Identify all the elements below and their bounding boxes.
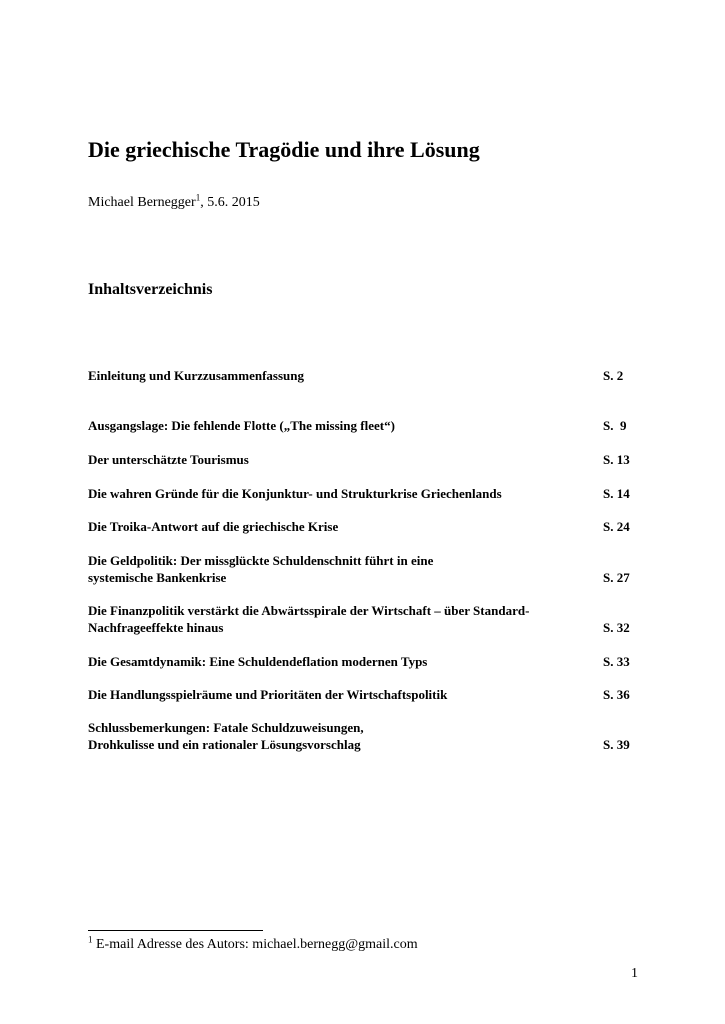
toc-entry (88, 602, 636, 636)
toc-entry (88, 518, 636, 535)
footnote-marker: 1 (88, 934, 93, 945)
toc-entry-line: systemische Bankenkrise (88, 570, 227, 585)
toc-entry (88, 552, 636, 586)
toc-entry-page: S. 27 (603, 570, 630, 585)
toc-entry-line: Der unterschätzte Tourismus (88, 452, 249, 467)
toc-entry-line: Nachfrageeffekte hinaus (88, 620, 224, 635)
footnote (88, 934, 418, 953)
toc-entry-page: S. 36 (603, 687, 630, 702)
toc-entry-line: Einleitung und Kurzzusammenfassung (88, 368, 304, 383)
toc-heading: Inhaltsverzeichnis (88, 281, 213, 298)
toc-entry-page: S. 13 (603, 452, 630, 467)
toc-entry-line: Die Finanzpolitik verstärkt die Abwärtsspirale der Wirtschaft – über Standard- (88, 603, 530, 618)
toc-entry-page: S. 39 (603, 737, 630, 752)
toc-entry-page: S. 32 (603, 620, 630, 635)
footnote-reference: 1 (195, 192, 201, 203)
toc-entry-line: Drohkulisse und ein rationaler Lösungsvorschlag (88, 737, 361, 752)
footnote-text: E-mail Adresse des Autors: michael.bernegg@gmail.com (92, 937, 418, 952)
toc-entry-title (88, 417, 593, 434)
toc-entry (88, 719, 636, 753)
toc-entry-page: S. 2 (603, 368, 624, 383)
footnote-divider (88, 930, 263, 931)
toc-entry-line: Die Handlungsspielräume und Prioritäten der Wirtschaftspolitik (88, 687, 448, 702)
author-date: , 5.6. 2015 (200, 195, 260, 210)
toc-entry (88, 653, 636, 670)
toc-entry-title (88, 602, 593, 636)
toc-entry-line: Die Gesamtdynamik: Eine Schuldendeflation modernen Typs (88, 654, 428, 669)
toc-entry-page: S. 24 (603, 519, 630, 534)
toc-entry-page: S. 14 (603, 486, 630, 501)
toc-entry (88, 417, 636, 434)
author-line (88, 192, 260, 211)
toc-entry-title (88, 367, 593, 384)
toc-entry (88, 451, 636, 468)
toc-entry-line: Die wahren Gründe für die Konjunktur- und Strukturkrise Griechenlands (88, 486, 502, 501)
toc-entry-title (88, 686, 593, 703)
toc-entry-page: S. 33 (603, 654, 630, 669)
toc-entry-line: Ausgangslage: Die fehlende Flotte („The missing fleet“) (88, 418, 395, 433)
toc-entry-title (88, 719, 593, 753)
toc-entry-title (88, 552, 593, 586)
document-title: Die griechische Tragödie und ihre Lösung (88, 137, 480, 162)
toc-entry (88, 485, 636, 502)
toc-entry-line: Schlussbemerkungen: Fatale Schuldzuweisungen, (88, 720, 364, 735)
toc-entry-line: Die Geldpolitik: Der missglückte Schuldenschnitt führt in eine (88, 553, 434, 568)
page-number: 1 (631, 966, 638, 981)
toc-entry-title (88, 485, 593, 502)
toc-entry (88, 367, 636, 384)
toc-entry-line: Die Troika-Antwort auf die griechische Krise (88, 519, 339, 534)
toc-entry (88, 686, 636, 703)
toc-entry-title (88, 653, 593, 670)
toc-entry-page: S. 9 (603, 418, 627, 433)
toc-entry-title (88, 518, 593, 535)
author-name: Michael Bernegger (88, 195, 196, 210)
toc-entry-title (88, 451, 593, 468)
